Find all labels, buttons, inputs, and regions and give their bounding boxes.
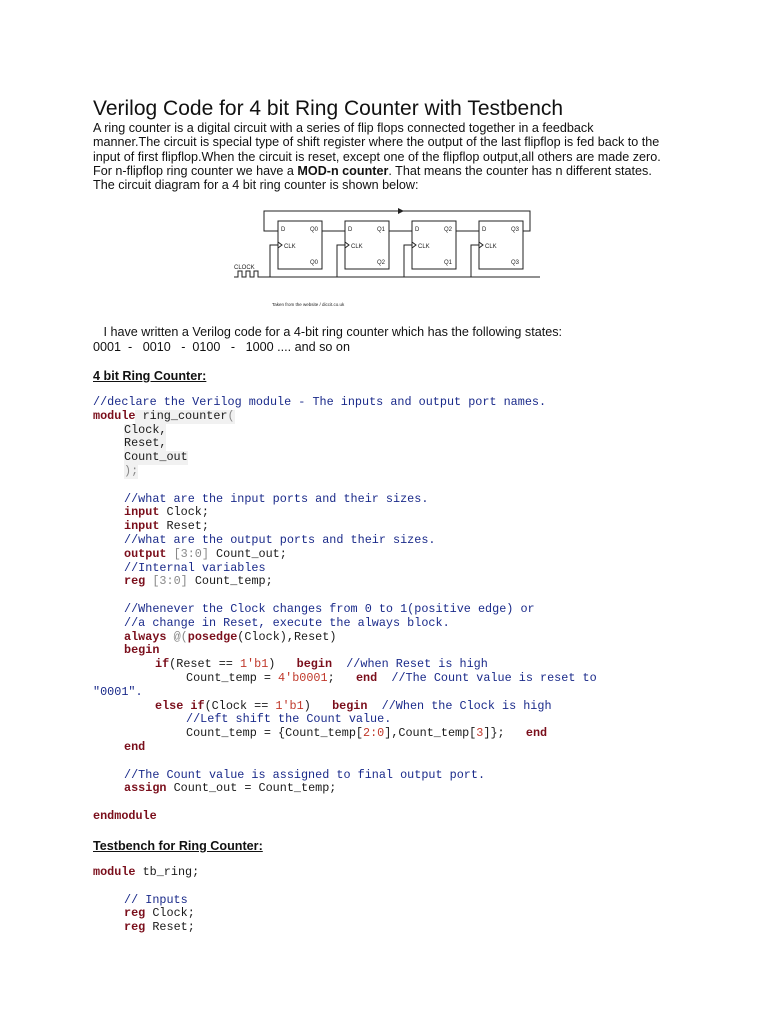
code-line: //Left shift the Count value. — [186, 712, 392, 727]
code-line: output [3:0] Count_out; — [124, 546, 287, 561]
code-line: end — [124, 739, 146, 754]
intro-line: manner.The circuit is special type of shift register where the output of the last flipflop is fed back to the — [93, 135, 660, 150]
ff-q-label: Q0 — [310, 227, 319, 233]
code-line: reg Reset; — [124, 920, 195, 935]
code-line: input Reset; — [124, 519, 209, 534]
ff-d-label: D — [482, 227, 487, 233]
intro-line: For n-flipflop ring counter we have a MOD-n counter. That means the counter has n different states. — [93, 163, 652, 178]
code-line: //Whenever the Clock changes from 0 to 1(positive edge) or — [124, 601, 535, 616]
code-line: //Internal variables — [124, 560, 266, 575]
ring-counter-code — [93, 396, 733, 824]
ff-d-label: D — [415, 227, 420, 233]
ff-clk-label: CLK — [284, 244, 296, 250]
code-line: //The Count value is assigned to final output port. — [124, 767, 486, 782]
code-line: input Clock; — [124, 505, 209, 520]
code-line: // Inputs — [124, 892, 188, 907]
code-line: Count_temp = {Count_temp[2:0],Count_temp[3]}; end — [186, 726, 548, 741]
code-line: assign Count_out = Count_temp; — [124, 781, 337, 796]
code-line-blank — [93, 755, 733, 769]
states-intro: I have written a Verilog code for a 4-bit ring counter which has the following states: — [93, 325, 563, 339]
code-line: begin — [124, 643, 160, 658]
ring-counter-circuit-diagram — [228, 203, 540, 313]
code-line: Reset, — [124, 436, 167, 451]
code-line: else if(Clock == 1'b1) begin //When the Clock is high — [155, 698, 552, 713]
code-line: endmodule — [93, 808, 157, 823]
code-line: if(Reset == 1'b1) begin //when Reset is high — [155, 657, 488, 672]
ff-clk-label: CLK — [485, 244, 497, 250]
code-line-blank — [93, 880, 733, 894]
code-line-blank — [93, 479, 733, 493]
ff-q-label: Q3 — [511, 227, 520, 233]
ff-d-label: D — [281, 227, 286, 233]
code-line: module ring_counter( — [93, 408, 235, 423]
code-line: //what are the input ports and their sizes. — [124, 491, 429, 506]
code-line-blank — [93, 589, 733, 603]
clock-label: CLOCK — [234, 265, 255, 271]
page-title: Verilog Code for 4 bit Ring Counter with Testbench — [93, 97, 564, 120]
code-line: //declare the Verilog module - The inputs and output port names. — [93, 395, 547, 409]
code-line: ); — [124, 463, 139, 478]
ff-qbar-label: Q0 — [310, 260, 319, 266]
testbench-code — [93, 866, 733, 935]
states-sequence: 0001 - 0010 - 0100 - 1000 .... and so on — [93, 340, 350, 354]
intro-line: The circuit diagram for a 4 bit ring counter is shown below: — [93, 178, 419, 193]
section-heading-ring-counter: 4 bit Ring Counter: — [93, 369, 207, 383]
code-line: module tb_ring; — [93, 865, 200, 879]
code-line-blank — [93, 796, 733, 810]
code-line: always @(posedge(Clock),Reset) — [124, 629, 337, 644]
code-line: //a change in Reset, execute the always block. — [124, 615, 450, 630]
ff-qbar-label: Q1 — [444, 260, 453, 266]
ff-q-label: Q1 — [377, 227, 386, 233]
ff-clk-label: CLK — [351, 244, 363, 250]
code-line: Clock, — [124, 422, 167, 437]
states-paragraph — [93, 325, 562, 355]
code-line: reg Clock; — [124, 906, 195, 921]
intro-line: input of first flipflop.When the circuit is reset, except one of the flipflop output,all others are made zero. — [93, 149, 661, 164]
ff-clk-label: CLK — [418, 244, 430, 250]
code-line: Count_out — [124, 450, 188, 465]
mod-n-term: MOD-n counter — [297, 163, 389, 178]
ff-q-label: Q2 — [444, 227, 453, 233]
diagram-caption: Taken from the website / diccit.co.uk — [272, 302, 345, 307]
intro-paragraph — [93, 121, 693, 192]
code-line: Count_temp = 4'b0001; end //The Count value is reset to — [186, 670, 597, 685]
code-line: //what are the output ports and their sizes. — [124, 532, 436, 547]
code-line: reg [3:0] Count_temp; — [124, 574, 273, 589]
ff-qbar-label: Q3 — [511, 260, 520, 266]
intro-line: A ring counter is a digital circuit with a series of flip flops connected together in a feedback — [93, 121, 594, 135]
ff-d-label: D — [348, 227, 353, 233]
code-line: "0001". — [93, 684, 143, 699]
section-heading-testbench: Testbench for Ring Counter: — [93, 839, 263, 853]
ff-qbar-label: Q2 — [377, 260, 386, 266]
